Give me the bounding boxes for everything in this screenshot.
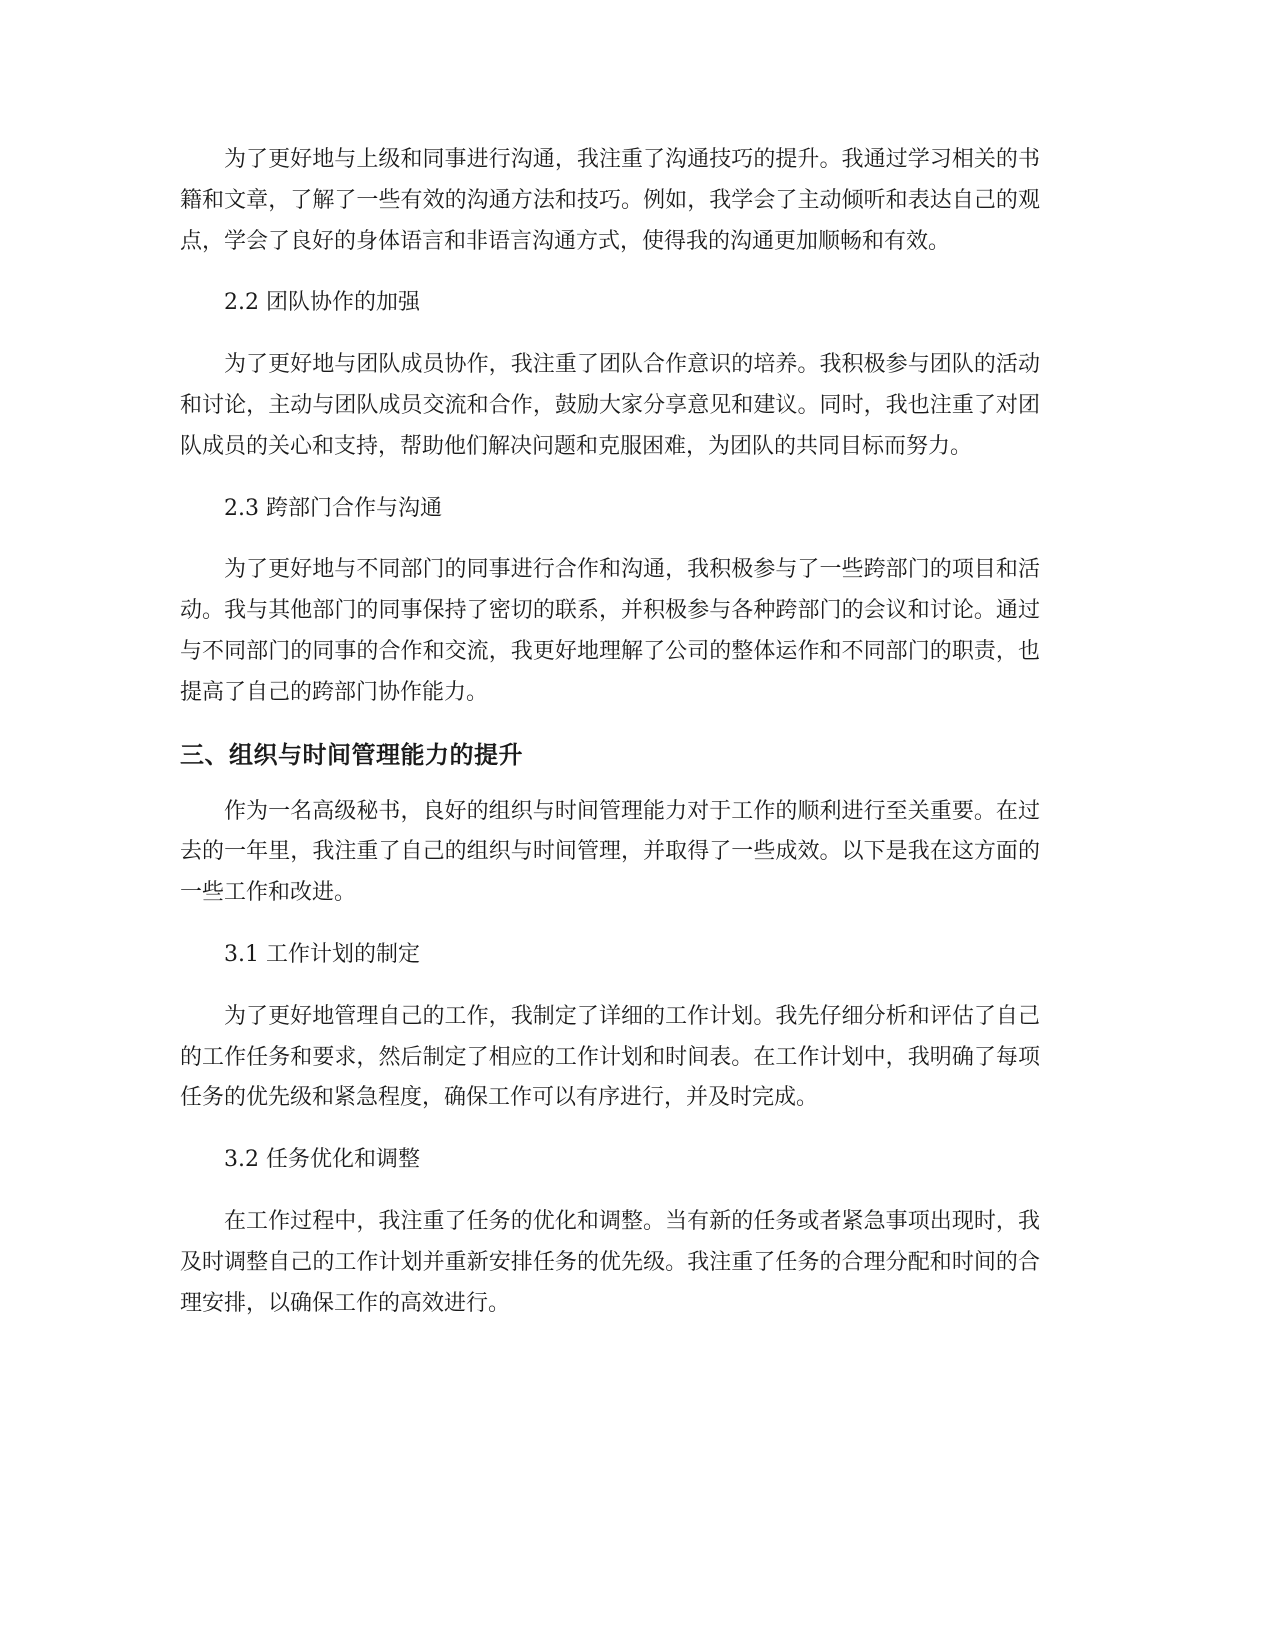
paragraph-work-plan: 为了更好地管理自己的工作，我制定了详细的工作计划。我先仔细分析和评估了自己的工作任务和要求，然后制定了相应的工作计划和时间表。在工作计划中，我明确了每项任务的优先级和紧急程度，确保工作可以有序进行，并及时完成。 xyxy=(180,1003,1040,1111)
section-heading-3: 三、组织与时间管理能力的提升 xyxy=(180,740,523,769)
subheading-2-2: 2.2 团队协作的加强 xyxy=(224,290,420,316)
paragraph-communication-skills: 为了更好地与上级和同事进行沟通，我注重了沟通技巧的提升。我通过学习相关的书籍和文章，了解了一些有效的沟通方法和技巧。例如，我学会了主动倾听和表达自己的观点，学会了良好的身体语言和非语言沟通方式，使得我的沟通更加顺畅和有效。 xyxy=(180,147,1040,254)
paragraph-team-collaboration: 为了更好地与团队成员协作，我注重了团队合作意识的培养。我积极参与团队的活动和讨论，主动与团队成员交流和合作，鼓励大家分享意见和建议。同时，我也注重了对团队成员的关心和支持，帮助他们解决问题和克服困难，为团队的共同目标而努力。 xyxy=(180,352,1040,459)
paragraph-organization-intro: 作为一名高级秘书，良好的组织与时间管理能力对于工作的顺利进行至关重要。在过去的一年里，我注重了自己的组织与时间管理，并取得了一些成效。以下是我在这方面的一些工作和改进。 xyxy=(180,798,1040,906)
subheading-3-1: 3.1 工作计划的制定 xyxy=(224,941,420,967)
document-page xyxy=(180,140,1040,1345)
subheading-3-2: 3.2 任务优化和调整 xyxy=(224,1147,420,1173)
paragraph-task-optimization: 在工作过程中，我注重了任务的优化和调整。当有新的任务或者紧急事项出现时，我及时调整自己的工作计划并重新安排任务的优先级。我注重了任务的合理分配和时间的合理安排，以确保工作的高效进行。 xyxy=(180,1208,1040,1316)
subheading-2-3: 2.3 跨部门合作与沟通 xyxy=(224,495,442,521)
paragraph-cross-department: 为了更好地与不同部门的同事进行合作和沟通，我积极参与了一些跨部门的项目和活动。我与其他部门的同事保持了密切的联系，并积极参与各种跨部门的会议和讨论。通过与不同部门的同事的合作和交流，我更好地理解了公司的整体运作和不同部门的职责，也提高了自己的跨部门协作能力。 xyxy=(180,557,1040,705)
